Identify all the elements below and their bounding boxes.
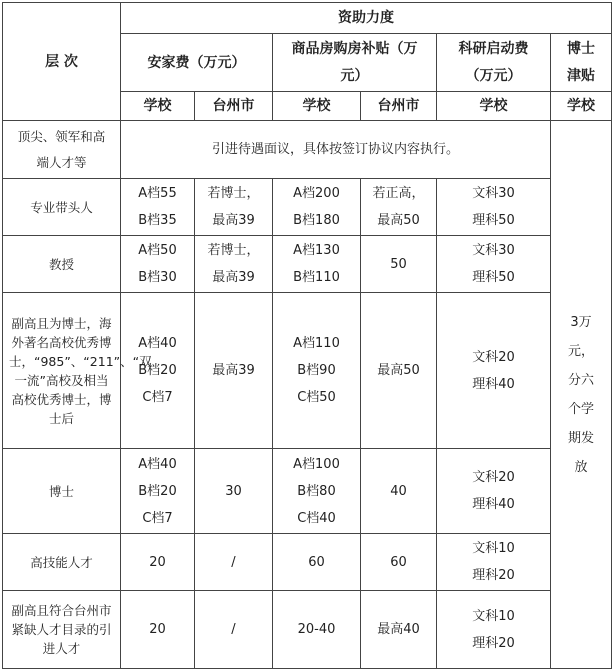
settle-city-cell: 若博士， 最高39	[195, 236, 273, 293]
settle-city-cell: /	[195, 591, 273, 669]
header-funding: 资助力度	[121, 3, 612, 34]
settle-city-cell: /	[195, 534, 273, 591]
settle-school-cell: 20	[121, 534, 195, 591]
research-cell: 文科20 理科40	[437, 449, 551, 534]
header-housing: 商品房购房补贴（万元）	[273, 34, 437, 92]
settle-school-cell: 20	[121, 591, 195, 669]
settle-school-cell: A档40 B档20 C档7	[121, 449, 195, 534]
settle-city-cell: 30	[195, 449, 273, 534]
header-level: 层 次	[3, 3, 121, 121]
sub-school-research: 学校	[437, 92, 551, 121]
level-cell: 教授	[3, 236, 121, 293]
housing-city-cell: 若正高， 最高50	[361, 179, 437, 236]
settle-city-cell: 若博士， 最高39	[195, 179, 273, 236]
merged-note: 引进待遇面议，具体按签订协议内容执行。	[121, 121, 551, 179]
housing-school-cell: A档130 B档110	[273, 236, 361, 293]
research-cell: 文科30 理科50	[437, 179, 551, 236]
talent-funding-table	[2, 2, 612, 669]
settle-school-cell: A档40 B档20 C档7	[121, 293, 195, 449]
housing-school-cell: 60	[273, 534, 361, 591]
settle-city-cell: 最高39	[195, 293, 273, 449]
housing-school-cell: A档100 B档80 C档40	[273, 449, 361, 534]
research-cell: 文科10 理科20	[437, 534, 551, 591]
sub-school-settle: 学校	[121, 92, 195, 121]
header-phd: 博士津贴	[551, 34, 612, 92]
settle-school-cell: A档50 B档30	[121, 236, 195, 293]
housing-school-cell: A档110 B档90 C档50	[273, 293, 361, 449]
housing-city-cell: 最高40	[361, 591, 437, 669]
housing-school-cell: 20-40	[273, 591, 361, 669]
research-cell: 文科30 理科50	[437, 236, 551, 293]
level-cell: 顶尖、领军和高端人才等	[3, 121, 121, 179]
sub-school-phd: 学校	[551, 92, 612, 121]
level-cell: 副高且为博士，海外著名高校优秀博士，“985”、“211”、“双一流”高校及相当高校优秀博士，博士后	[3, 293, 121, 449]
settle-school-cell: A档55 B档35	[121, 179, 195, 236]
level-cell: 专业带头人	[3, 179, 121, 236]
research-cell: 文科10 理科20	[437, 591, 551, 669]
research-cell: 文科20 理科40	[437, 293, 551, 449]
header-settle: 安家费（万元）	[121, 34, 273, 92]
level-cell: 高技能人才	[3, 534, 121, 591]
sub-city-housing: 台州市	[361, 92, 437, 121]
phd-allowance: 3万元，分六个学期发放	[551, 121, 612, 669]
housing-city-cell: 40	[361, 449, 437, 534]
housing-city-cell: 60	[361, 534, 437, 591]
housing-school-cell: A档200 B档180	[273, 179, 361, 236]
sub-city-settle: 台州市	[195, 92, 273, 121]
housing-city-cell: 最高50	[361, 293, 437, 449]
level-cell: 博士	[3, 449, 121, 534]
level-cell: 副高且符合台州市紧缺人才目录的引进人才	[3, 591, 121, 669]
header-research: 科研启动费（万元）	[437, 34, 551, 92]
sub-school-housing: 学校	[273, 92, 361, 121]
housing-city-cell: 50	[361, 236, 437, 293]
